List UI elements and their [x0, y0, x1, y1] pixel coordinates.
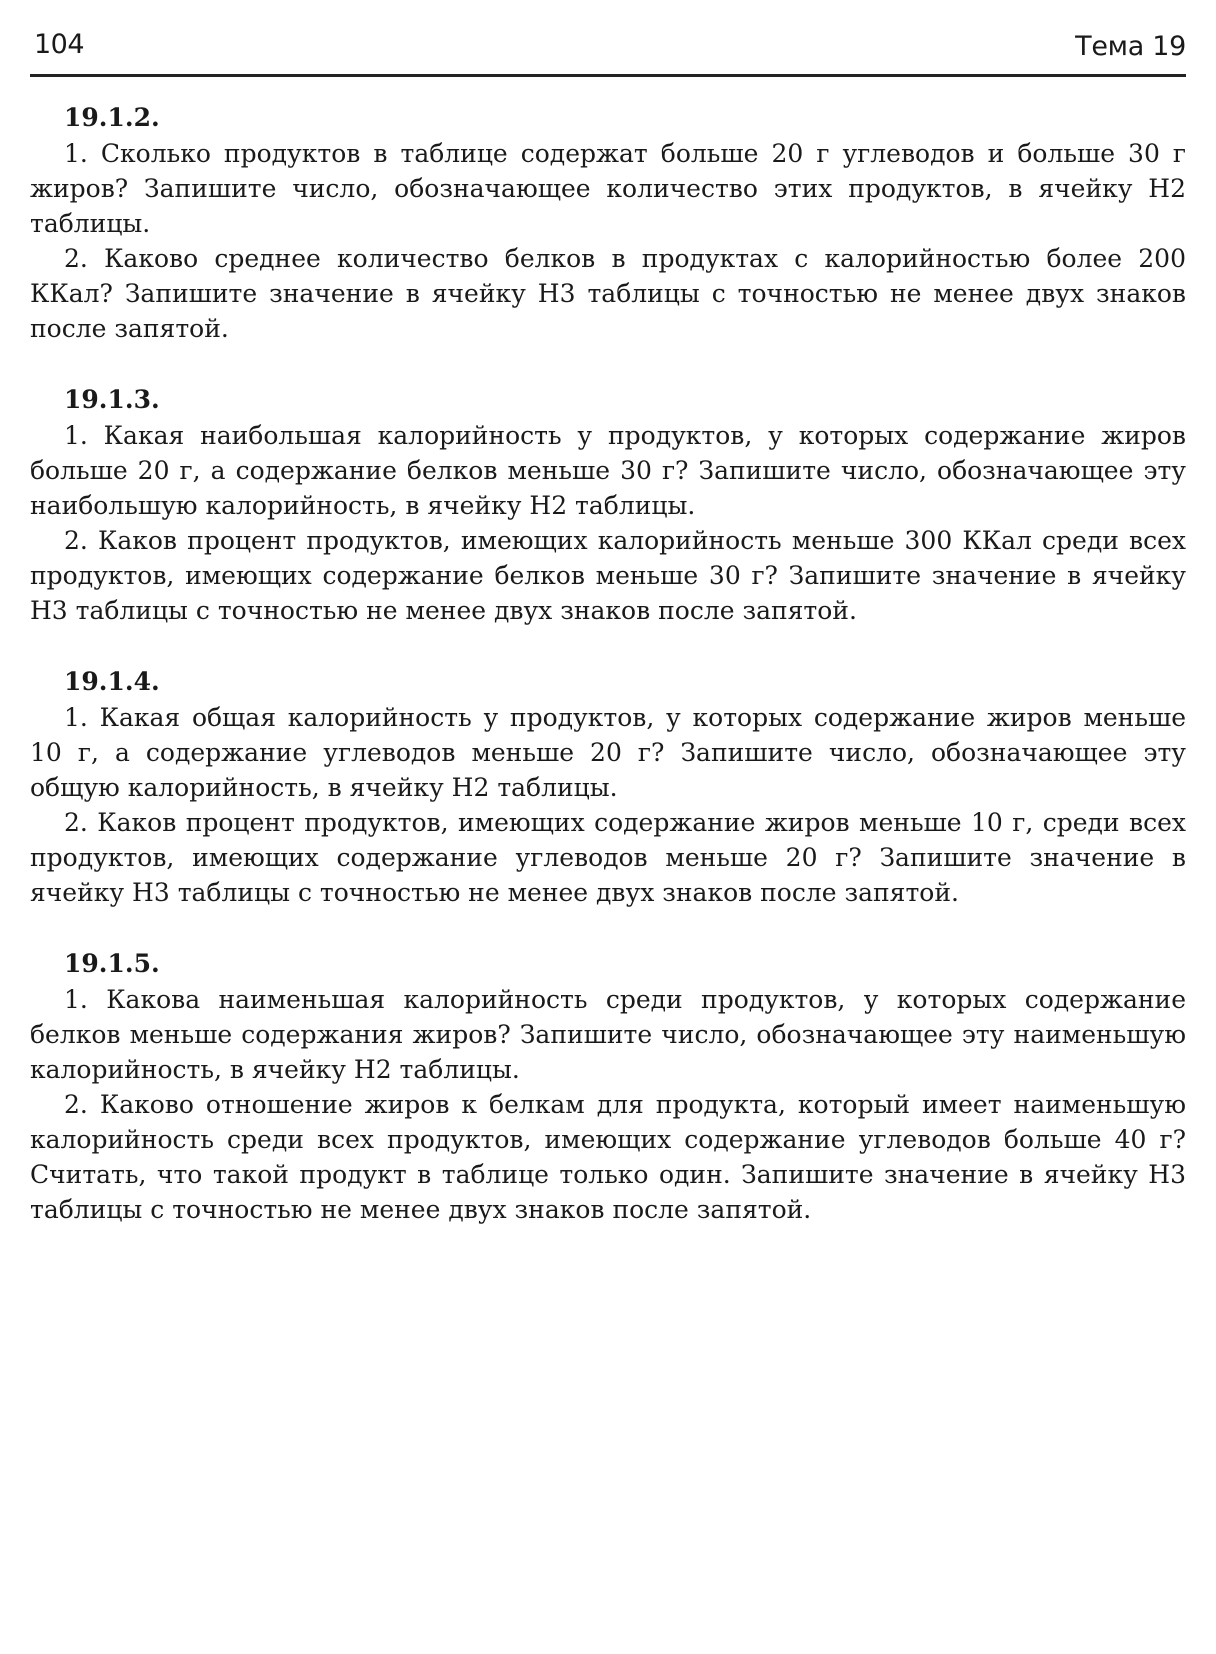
- topic-title: Тема 19: [1075, 31, 1186, 62]
- book-page: [30, 0, 1186, 1654]
- task-question-1: 1. Какая общая калорийность у продуктов, у которых содержание жиров меньше 10 г, а содержание углеводов меньше 20 г? Запишите число, обозначающее эту общую калорийность, в ячейку H2 таблицы.: [30, 703, 1186, 802]
- task-number: 19.1.2.: [64, 103, 160, 132]
- running-header: [30, 22, 1186, 77]
- task-question-1: 1. Какова наименьшая калорийность среди продуктов, у которых содержание белков меньше содержания жиров? Запишите число, обозначающее эту наименьшую калорийность, в ячейку H2 таблицы.: [30, 985, 1186, 1084]
- task-number: 19.1.3.: [64, 385, 160, 414]
- page-content: [30, 100, 1186, 1263]
- task-question-2: 2. Каков процент продуктов, имеющих калорийность меньше 300 ККал среди всех продуктов, имеющих содержание белков меньше 30 г? Запишите значение в ячейку H3 таблицы с точностью не менее двух знаков после запятой.: [30, 526, 1186, 625]
- task-question-2: 2. Каково среднее количество белков в продуктах с калорийностью более 200 ККал? Запишите значение в ячейку H3 таблицы с точностью не менее двух знаков после запятой.: [30, 244, 1186, 343]
- task-question-2: 2. Каков процент продуктов, имеющих содержание жиров меньше 10 г, среди всех продуктов, имеющих содержание углеводов меньше 20 г? Запишите значение в ячейку H3 таблицы с точностью не менее двух знаков после запятой.: [30, 808, 1186, 907]
- page-number: 104: [34, 29, 85, 60]
- task-number: 19.1.5.: [64, 949, 160, 978]
- task-question-2: 2. Каково отношение жиров к белкам для продукта, который имеет наименьшую калорийность среди всех продуктов, имеющих содержание углеводов больше 40 г? Считать, что такой продукт в таблице только один. Запишите значение в ячейку H3 таблицы с точностью не менее двух знаков после запятой.: [30, 1090, 1186, 1224]
- task-question-1: 1. Сколько продуктов в таблице содержат больше 20 г углеводов и больше 30 г жиров? Запишите число, обозначающее количество этих продуктов, в ячейку H2 таблицы.: [30, 139, 1186, 238]
- task-block: [30, 946, 1186, 1227]
- task-question-1: 1. Какая наибольшая калорийность у продуктов, у которых содержание жиров больше 20 г, а содержание белков меньше 30 г? Запишите число, обозначающее эту наибольшую калорийность, в ячейку H2 таблицы.: [30, 421, 1186, 520]
- task-block: [30, 382, 1186, 628]
- task-block: [30, 100, 1186, 346]
- task-block: [30, 664, 1186, 910]
- task-number: 19.1.4.: [64, 667, 160, 696]
